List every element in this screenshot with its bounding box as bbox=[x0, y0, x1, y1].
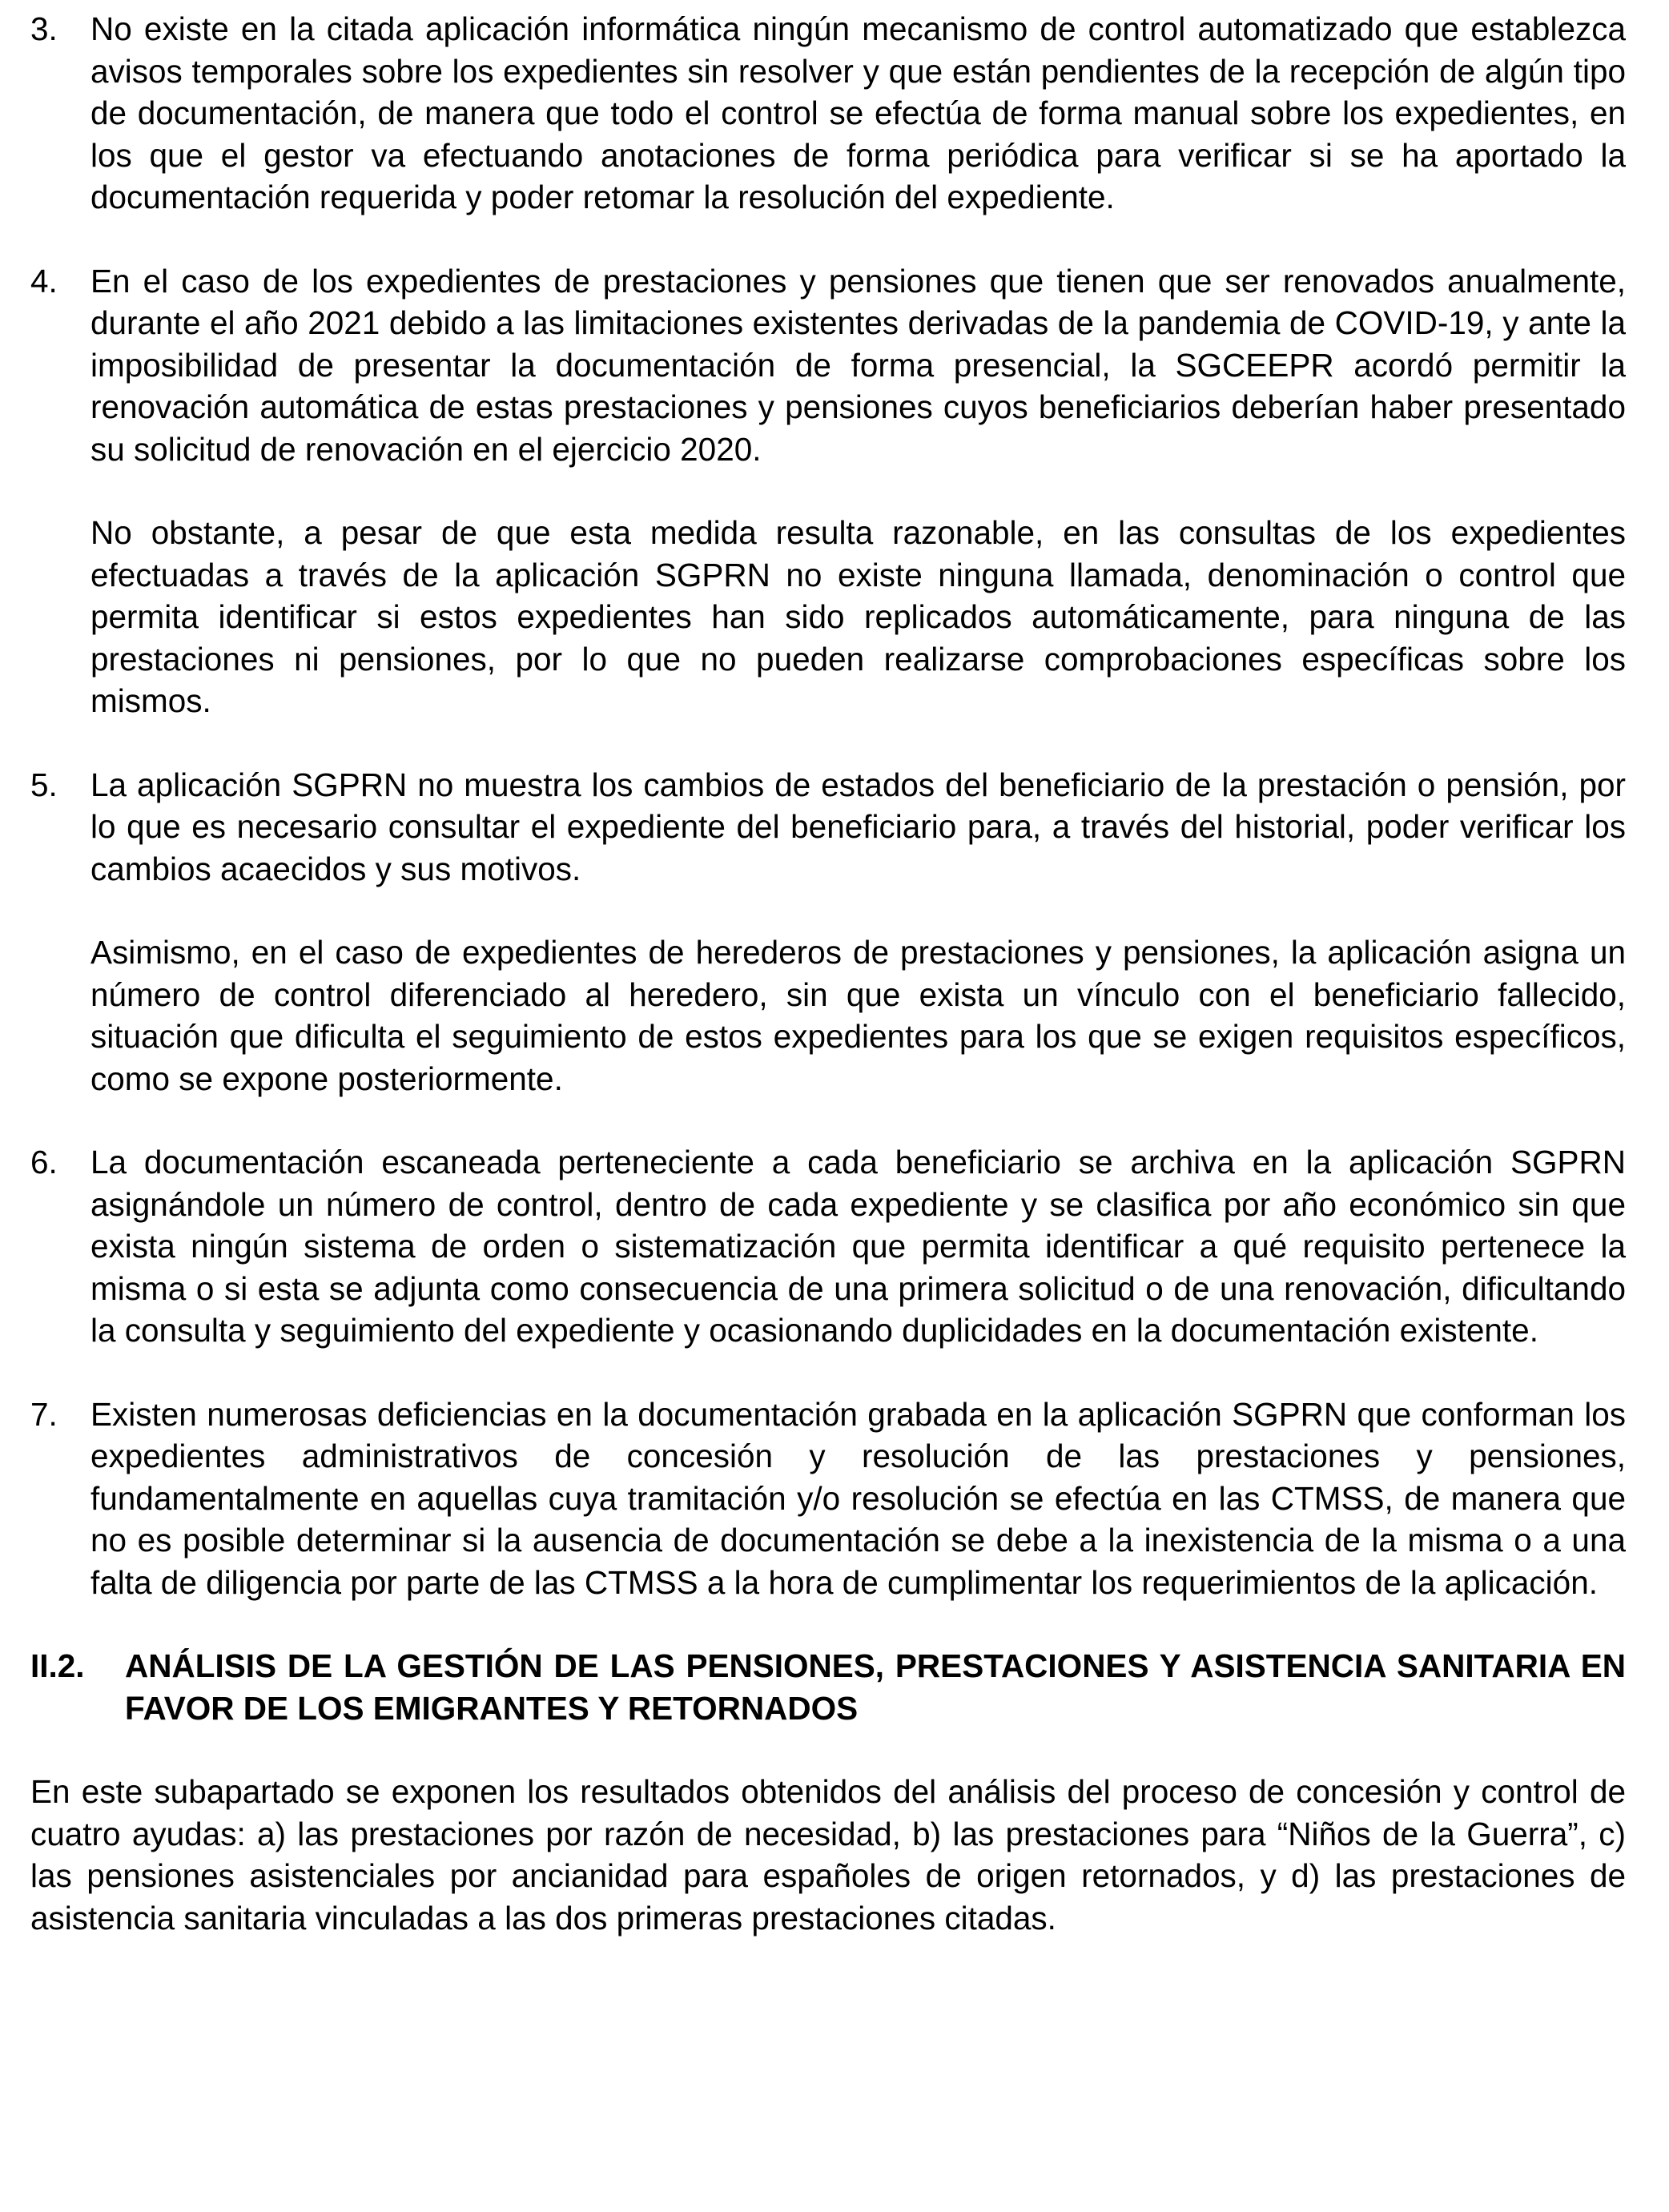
list-item-4 bbox=[30, 260, 1626, 722]
list-item-paragraph: La aplicación SGPRN no muestra los cambios de estados del beneficiario de la prestación o pensión, por lo que es necesario consultar el expediente del beneficiario para, a través del historial, poder verificar los cambios acaecidos y sus motivos. bbox=[90, 766, 1626, 887]
section-body-paragraph: En este subapartado se exponen los resultados obtenidos del análisis del proceso de concesión y control de cuatro ayudas: a) las prestaciones por razón de necesidad, b) las prestaciones para “Niños de la Guerra”, c) las pensiones asistenciales por ancianidad para españoles de origen retornados, y d) las prestaciones de asistencia sanitaria vinculadas a las dos primeras prestaciones citadas. bbox=[30, 1773, 1626, 1937]
section-heading bbox=[30, 1645, 1626, 1729]
list-item-paragraph: La documentación escaneada perteneciente a cada beneficiario se archiva en la aplicación SGPRN asignándole un número de control, dentro de cada expediente y se clasifica por año económico sin que exista ningún sistema de orden o sistematización que permita identificar a qué requisito pertenece la misma o si esta se adjunta como consecuencia de una primera solicitud o de una renovación, dificultando la consulta y seguimiento del expediente y ocasionando duplicidades en la documentación existente. bbox=[90, 1144, 1626, 1349]
list-item-number: 5. bbox=[30, 766, 58, 803]
list-item-paragraph: No existe en la citada aplicación informática ningún mecanismo de control automatizado que establezca avisos temporales sobre los expedientes sin resolver y que están pendientes de la recepción de algún tipo de documentación, de manera que todo el control se efectúa de forma manual sobre los expedientes, en los que el gestor va efectuando anotaciones de forma periódica para verificar si se ha aportado la documentación requerida y poder retomar la resolución del expediente. bbox=[90, 10, 1626, 215]
list-item-paragraph: No obstante, a pesar de que esta medida resulta razonable, en las consultas de los expedientes efectuadas a través de la aplicación SGPRN no existe ninguna llamada, denominación o control que permita identificar si estos expedientes han sido replicados automáticamente, para ninguna de las prestaciones ni pensiones, por lo que no pueden realizarse comprobaciones específicas sobre los mismos. bbox=[90, 514, 1626, 719]
list-item-paragraph: En el caso de los expedientes de prestaciones y pensiones que tienen que ser renovados anualmente, durante el año 2021 debido a las limitaciones existentes derivadas de la pandemia de COVID-19, y ante la imposibilidad de presentar la documentación de forma presencial, la SGCEEPR acordó permitir la renovación automática de estas prestaciones y pensiones cuyos beneficiarios deberían haber presentado su solicitud de renovación en el ejercicio 2020. bbox=[90, 262, 1626, 468]
list-item-5 bbox=[30, 764, 1626, 1100]
list-item-7 bbox=[30, 1394, 1626, 1604]
list-item-number: 6. bbox=[30, 1144, 58, 1180]
list-item-number: 4. bbox=[30, 262, 58, 300]
section-number: II.2. bbox=[30, 1647, 85, 1684]
list-item-paragraph: Existen numerosas deficiencias en la documentación grabada en la aplicación SGPRN que conforman los expedientes administrativos de concesión y resolución de las prestaciones y pensiones, fundamentalmente en aquellas cuya tramitación y/o resolución se efectúa en las CTMSS, de manera que no es posible determinar si la ausencia de documentación se debe a la inexistencia de la misma o a una falta de diligencia por parte de las CTMSS a la hora de cumplimentar los requerimientos de la aplicación. bbox=[90, 1395, 1626, 1601]
list-item-3 bbox=[30, 8, 1626, 219]
section-title: ANÁLISIS DE LA GESTIÓN DE LAS PENSIONES, PRESTACIONES Y ASISTENCIA SANITARIA EN FAVOR DE LOS EMIGRANTES Y RETORNADOS bbox=[125, 1647, 1626, 1727]
document-page bbox=[30, 8, 1626, 1939]
list-item-number: 7. bbox=[30, 1395, 58, 1433]
list-item-number: 3. bbox=[30, 10, 58, 47]
list-item-6 bbox=[30, 1141, 1626, 1352]
list-item-paragraph: Asimismo, en el caso de expedientes de herederos de prestaciones y pensiones, la aplicación asigna un número de control diferenciado al heredero, sin que exista un vínculo con el beneficiario fallecido, situación que dificulta el seguimiento de estos expedientes para los que se exigen requisitos específicos, como se expone posteriormente. bbox=[90, 934, 1626, 1097]
